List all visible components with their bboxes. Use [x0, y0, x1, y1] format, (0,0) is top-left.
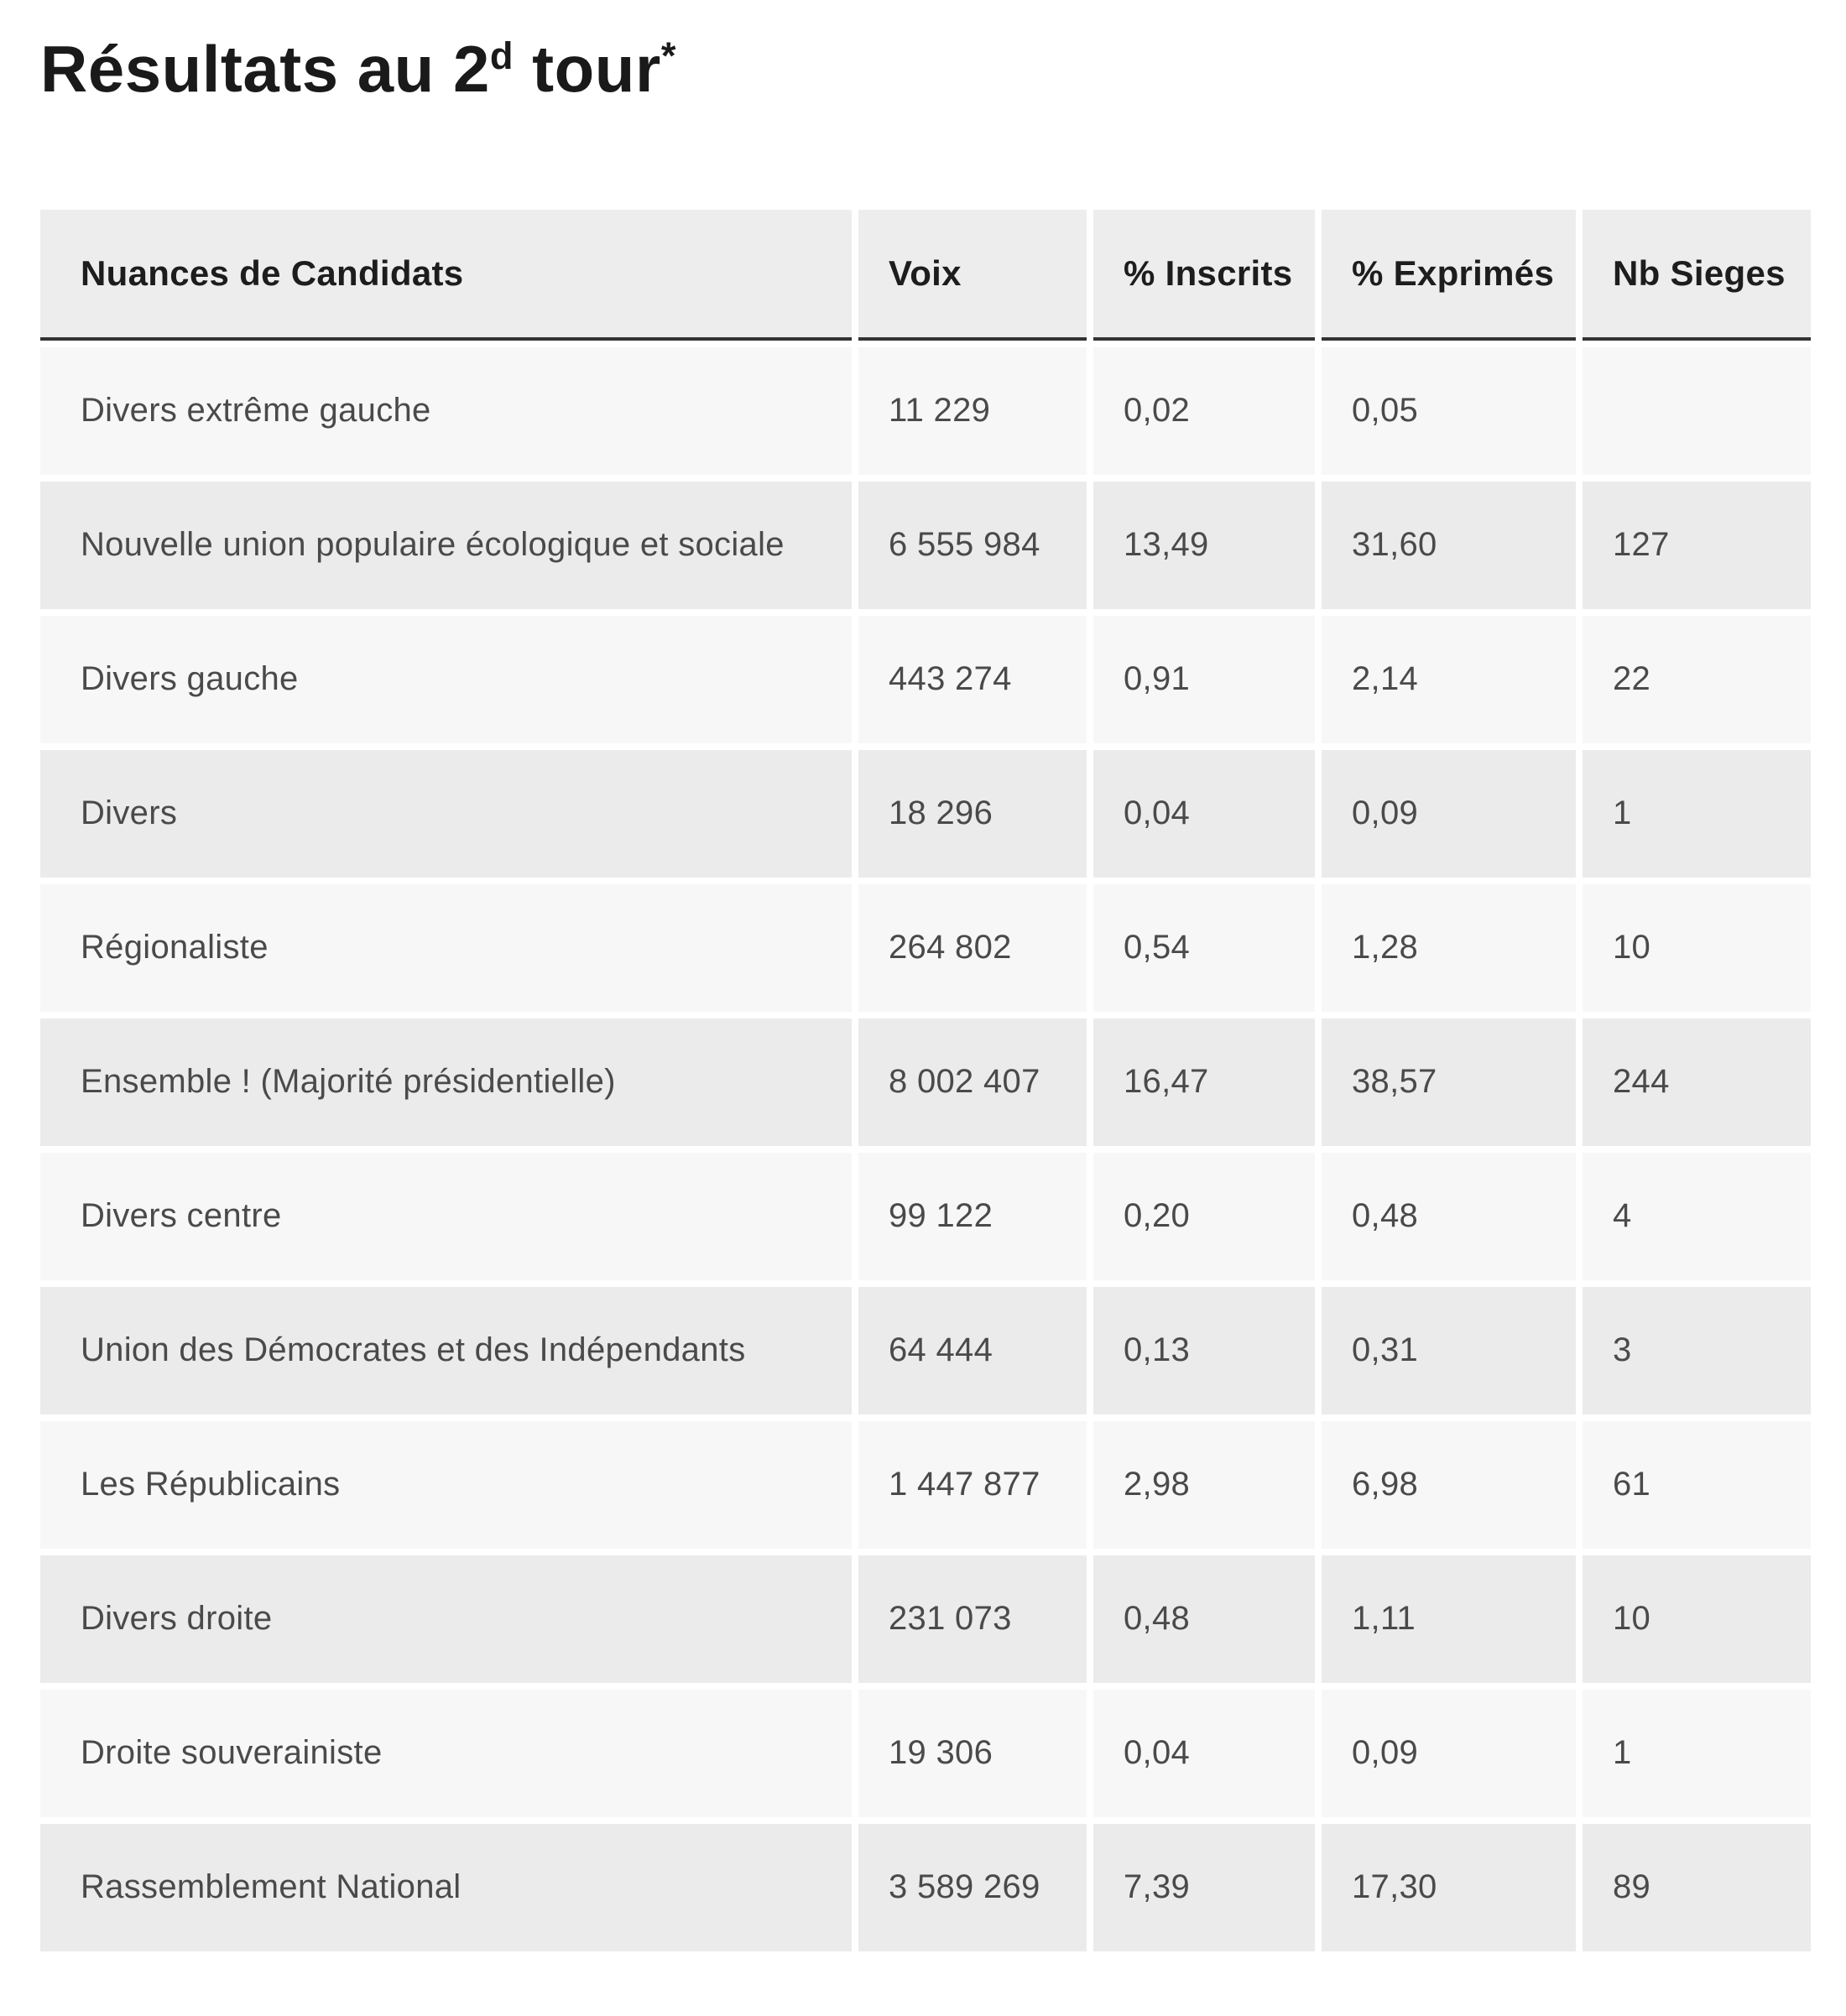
cell-pct-inscrits: 0,13: [1093, 1287, 1315, 1414]
cell-nuance: Nouvelle union populaire écologique et sociale: [40, 482, 852, 609]
cell-nuance: Les Républicains: [40, 1421, 852, 1549]
cell-nuance: Divers droite: [40, 1555, 852, 1683]
column-header-pct-inscrits: % Inscrits: [1093, 210, 1315, 341]
cell-nuance: Divers centre: [40, 1153, 852, 1280]
cell-nb-sieges: 127: [1583, 482, 1811, 609]
cell-nuance: Régionaliste: [40, 884, 852, 1012]
cell-nuance: Droite souverainiste: [40, 1690, 852, 1817]
cell-nuance: Divers: [40, 750, 852, 878]
page-title-text-tour: tour: [514, 32, 661, 106]
cell-voix: 1 447 877: [858, 1421, 1087, 1549]
cell-pct-inscrits: 0,04: [1093, 1690, 1315, 1817]
column-header-nuances-de-candidats: Nuances de Candidats: [40, 210, 852, 341]
cell-pct-exprimes: 17,30: [1322, 1824, 1576, 1951]
cell-voix: 443 274: [858, 616, 1087, 743]
cell-voix: 99 122: [858, 1153, 1087, 1280]
cell-nuance: Rassemblement National: [40, 1824, 852, 1951]
cell-pct-inscrits: 2,98: [1093, 1421, 1315, 1549]
cell-nb-sieges: [1583, 347, 1811, 475]
cell-nb-sieges: 1: [1583, 1690, 1811, 1817]
results-table: [40, 210, 1811, 1951]
cell-pct-inscrits: 0,54: [1093, 884, 1315, 1012]
cell-nb-sieges: 1: [1583, 750, 1811, 878]
cell-pct-inscrits: 0,48: [1093, 1555, 1315, 1683]
cell-pct-inscrits: 0,91: [1093, 616, 1315, 743]
cell-pct-exprimes: 31,60: [1322, 482, 1576, 609]
cell-pct-inscrits: 0,02: [1093, 347, 1315, 475]
cell-pct-exprimes: 2,14: [1322, 616, 1576, 743]
cell-voix: 64 444: [858, 1287, 1087, 1414]
column-header-pct-exprimes: % Exprimés: [1322, 210, 1576, 341]
column-header-nb-sieges: Nb Sieges: [1583, 210, 1811, 341]
cell-nb-sieges: 89: [1583, 1824, 1811, 1951]
cell-pct-exprimes: 0,09: [1322, 750, 1576, 878]
page-title-text: Résultats au 2: [40, 32, 490, 106]
page-title-superscript-d: d: [489, 34, 514, 77]
cell-nb-sieges: 3: [1583, 1287, 1811, 1414]
cell-nb-sieges: 10: [1583, 1555, 1811, 1683]
cell-voix: 19 306: [858, 1690, 1087, 1817]
cell-pct-inscrits: 16,47: [1093, 1018, 1315, 1146]
cell-pct-exprimes: 38,57: [1322, 1018, 1576, 1146]
cell-voix: 264 802: [858, 884, 1087, 1012]
cell-nb-sieges: 244: [1583, 1018, 1811, 1146]
cell-pct-inscrits: 7,39: [1093, 1824, 1315, 1951]
cell-pct-exprimes: 0,05: [1322, 347, 1576, 475]
page-title: [40, 32, 1846, 107]
cell-voix: 18 296: [858, 750, 1087, 878]
cell-nb-sieges: 22: [1583, 616, 1811, 743]
cell-nuance: Ensemble ! (Majorité présidentielle): [40, 1018, 852, 1146]
cell-nuance: Divers extrême gauche: [40, 347, 852, 475]
cell-pct-exprimes: 1,28: [1322, 884, 1576, 1012]
cell-voix: 8 002 407: [858, 1018, 1087, 1146]
cell-voix: 3 589 269: [858, 1824, 1087, 1951]
cell-pct-exprimes: 0,31: [1322, 1287, 1576, 1414]
cell-voix: 6 555 984: [858, 482, 1087, 609]
cell-pct-inscrits: 13,49: [1093, 482, 1315, 609]
cell-nuance: Divers gauche: [40, 616, 852, 743]
cell-nb-sieges: 10: [1583, 884, 1811, 1012]
cell-pct-exprimes: 6,98: [1322, 1421, 1576, 1549]
cell-pct-exprimes: 0,48: [1322, 1153, 1576, 1280]
cell-pct-exprimes: 0,09: [1322, 1690, 1576, 1817]
cell-nb-sieges: 4: [1583, 1153, 1811, 1280]
cell-pct-inscrits: 0,20: [1093, 1153, 1315, 1280]
page-title-asterisk: *: [660, 34, 676, 77]
column-header-voix: Voix: [858, 210, 1087, 341]
cell-nuance: Union des Démocrates et des Indépendants: [40, 1287, 852, 1414]
cell-pct-exprimes: 1,11: [1322, 1555, 1576, 1683]
cell-pct-inscrits: 0,04: [1093, 750, 1315, 878]
cell-nb-sieges: 61: [1583, 1421, 1811, 1549]
cell-voix: 11 229: [858, 347, 1087, 475]
cell-voix: 231 073: [858, 1555, 1087, 1683]
